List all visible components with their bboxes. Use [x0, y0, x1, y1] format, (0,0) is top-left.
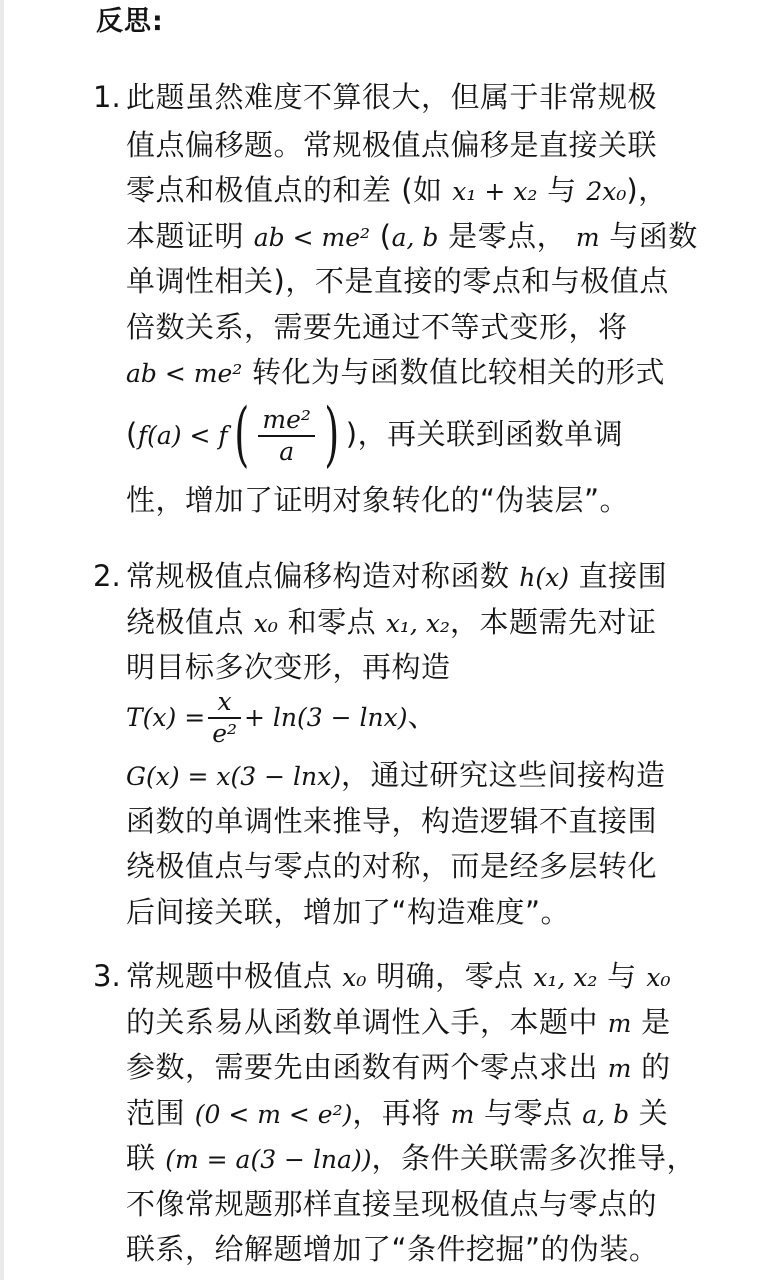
item3-line4-text: 范围 — [126, 1096, 186, 1130]
math-x1-x2: x₁, x₂ — [385, 609, 450, 638]
item-number-2: 2. — [93, 559, 121, 593]
item2-line5 — [126, 755, 665, 797]
item2-line4 — [126, 684, 437, 750]
math-h-x: h(x) — [519, 563, 569, 592]
math-x0-3: x₀ — [342, 963, 367, 992]
item1-close-paren: )， — [626, 173, 668, 207]
fraction-me2-over-a — [258, 405, 315, 467]
item1-line1: 此题虽然难度不算很大，但属于非常规极 — [126, 80, 658, 114]
math-T-lhs: T(x) = — [126, 703, 206, 732]
item1-line9: 性，增加了证明对象转化的“伪装层”。 — [126, 483, 630, 517]
item3-line2 — [126, 1002, 671, 1044]
math-T-rhs: + ln(3 − lnx) — [244, 703, 408, 732]
math-ab-3: a, b — [582, 1100, 630, 1129]
math-ab: a, b — [391, 223, 439, 252]
math-x0: x₀ — [253, 609, 278, 638]
item1-line5: 单调性相关)，不是直接的零点和与极值点 — [126, 264, 669, 298]
item3-line1-yu: 与 — [607, 959, 637, 993]
math-ab-lt-me2: ab < me² — [253, 223, 371, 252]
math-m: m — [575, 223, 600, 252]
big-paren-right: ) — [324, 393, 340, 475]
item3-line5-tail: ，条件关联需多次推导， — [371, 1141, 696, 1175]
item1-line4-text: 本题证明 — [126, 219, 245, 253]
item2-line2 — [126, 602, 656, 644]
item2-line1-text: 常规极值点偏移构造对称函数 — [126, 559, 510, 593]
math-m-3b: m — [607, 1054, 632, 1083]
fraction-T-numerator: x — [217, 687, 232, 716]
item3-line1-mid: 明确，零点 — [376, 959, 524, 993]
item-number-1: 1. — [93, 80, 121, 114]
math-fa-lt-f: f(a) < f — [137, 421, 228, 450]
item2-line1 — [126, 556, 667, 598]
math-m-3: m — [607, 1009, 632, 1038]
item3-line4-tail: 关 — [638, 1096, 669, 1130]
item3-line5-text: 联 — [126, 1141, 156, 1175]
math-ab-lt-me2-2: ab < me² — [126, 359, 243, 388]
fraction-numerator: me² — [262, 405, 311, 434]
item1-line6: 倍数关系，需要先通过不等式变形，将 — [126, 310, 628, 344]
math-G: G(x) = x(3 − lnx) — [126, 762, 341, 791]
item1-line7-text: 转化为与函数值比较相关的形式 — [252, 355, 666, 389]
math-range: (0 < m < e²) — [194, 1100, 353, 1129]
item1-yu: 与 — [547, 173, 577, 207]
math-x0-3b: x₀ — [646, 963, 671, 992]
item2-dunhao: 、 — [407, 699, 437, 733]
math-m-expr: (m = a(3 − lna)) — [165, 1145, 372, 1174]
big-paren-left: ( — [233, 393, 250, 475]
item3-line4-mid: ，再将 — [352, 1096, 441, 1130]
item3-line3-tail: 的 — [641, 1050, 671, 1084]
item1-line4: 本题证明 ab < me² (a, b 是零点， m 与函数 — [126, 219, 698, 253]
item2-line2-text: 绕极值点 — [126, 605, 245, 639]
item1-shi-lingdian: 是零点， — [448, 219, 567, 253]
item2-line7: 绕极值点与零点的对称，而是经多层转化 — [126, 849, 658, 883]
item2-line3: 明目标多次变形，再构造 — [126, 650, 451, 684]
item1-line8: (f(a) < f( $\frac{\text{me²}}{a}$ ) )，再关联到函数单调 — [126, 393, 624, 475]
math-x1-plus-x2: x₁ + x₂ — [452, 177, 538, 206]
item1-line7 — [126, 352, 665, 394]
item3-line1 — [126, 956, 671, 998]
item3-line4 — [126, 1093, 668, 1135]
item2-line5-text: ，通过研究这些间接构造 — [340, 758, 666, 792]
item2-line8: 后间接关联，增加了“构造难度”。 — [126, 895, 571, 929]
item2-line1-tail: 直接围 — [578, 559, 668, 593]
fraction-x-over-e2 — [208, 687, 241, 749]
item2-line2-mid: 和零点 — [287, 605, 377, 639]
item1-line2: 值点偏移题。常规极值点偏移是直接关联 — [126, 128, 658, 162]
item2-line2-tail: ，本题需先对证 — [449, 605, 657, 639]
item3-line4-mid2: 与零点 — [484, 1096, 573, 1130]
item-number-3: 3. — [93, 959, 121, 993]
math-x1-x2-3: x₁, x₂ — [533, 963, 598, 992]
item3-line3-text: 参数，需要先由函数有两个零点求出 — [126, 1050, 599, 1084]
math-m-3c: m — [450, 1100, 475, 1129]
item3-line6: 不像常规题那样直接呈现极值点与零点的 — [126, 1187, 658, 1221]
item1-yu-hanshu: 与函数 — [609, 219, 698, 253]
fraction-T-denominator: e² — [212, 719, 238, 748]
item3-line2-text: 的关系易从函数单调性入手，本题中 — [126, 1005, 599, 1039]
item3-line5 — [126, 1138, 696, 1180]
item3-line3 — [126, 1047, 671, 1089]
item3-line7: 联系，给解题增加了“条件挖掘”的伪装。 — [126, 1232, 659, 1266]
page-title: 反思: — [96, 6, 164, 37]
fraction-denominator: a — [279, 437, 295, 466]
item3-line1-text: 常规题中极值点 — [126, 959, 333, 993]
item2-line6: 函数的单调性来推导，构造逻辑不直接围 — [126, 804, 658, 838]
item1-line8-text: ，再关联到函数单调 — [357, 417, 624, 451]
item1-line3 — [126, 170, 668, 212]
item3-line2-tail: 是 — [641, 1005, 671, 1039]
item1-line3-text: 零点和极值点的和差 (如 — [126, 173, 443, 207]
page-edge — [0, 0, 4, 1280]
math-2x0: 2x₀ — [586, 177, 627, 206]
